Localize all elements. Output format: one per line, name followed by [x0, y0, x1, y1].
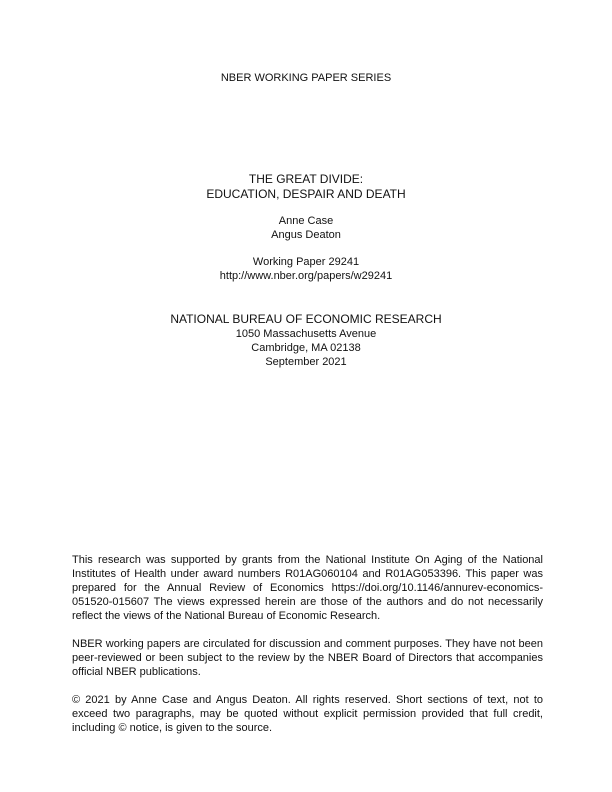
copyright-paragraph: © 2021 by Anne Case and Angus Deaton. All rights reserved. Short sections of text, not to exceed two paragraphs, may be quoted without explicit permission provided that full credit, including © notice, is given to the source. — [72, 694, 543, 734]
publication-date: September 2021 — [265, 356, 347, 368]
working-paper-number: Working Paper 29241 — [252, 256, 360, 268]
author-list — [0, 214, 612, 242]
publisher-street: 1050 Massachusetts Avenue — [235, 328, 377, 340]
author-name: Angus Deaton — [271, 229, 341, 241]
publisher-block — [0, 312, 612, 369]
series-label: NBER WORKING PAPER SERIES — [220, 72, 392, 84]
author-name: Anne Case — [278, 215, 334, 227]
publisher-city: Cambridge, MA 02138 — [251, 342, 361, 354]
working-paper-info — [0, 255, 612, 283]
funding-paragraph: This research was supported by grants from the National Institute On Aging of the National Institutes of Health under award numbers R01AG060104 and R01AG053396. This paper was prepared for the Annual Review of Economics https://doi.org/10.1146/annurev-economics-051520-015607 The views expressed herein are those of the authors and do not necessarily reflect the views of the National Bureau of Economic Research. — [72, 554, 543, 622]
paper-title — [0, 172, 612, 202]
working-paper-url[interactable]: http://www.nber.org/papers/w29241 — [219, 270, 393, 282]
publisher-name: NATIONAL BUREAU OF ECONOMIC RESEARCH — [170, 312, 442, 326]
paper-title-line-1: THE GREAT DIVIDE: — [248, 172, 364, 186]
disclaimer-paragraph: NBER working papers are circulated for discussion and comment purposes. They have not been peer-reviewed or been subject to the review by the NBER Board of Directors that accompanies official NBER publications. — [72, 638, 543, 678]
paper-title-line-2: EDUCATION, DESPAIR AND DEATH — [206, 187, 406, 201]
